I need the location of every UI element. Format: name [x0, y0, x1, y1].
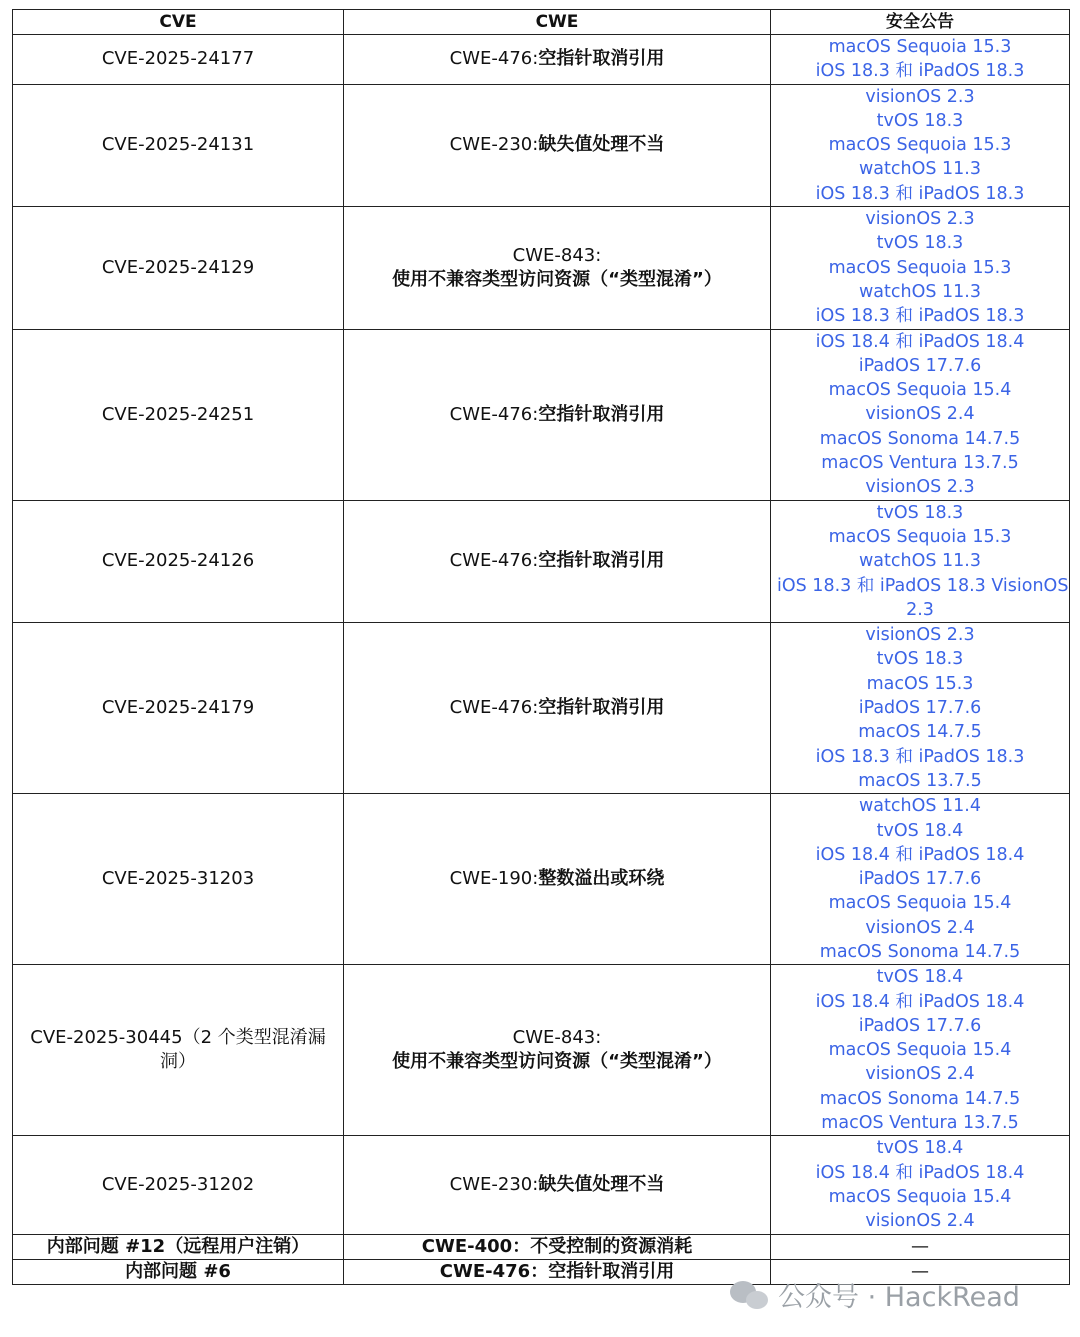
cwe-description: 空指针取消引用	[538, 697, 665, 719]
cwe-code: CWE-476:	[449, 403, 539, 425]
advisory-link[interactable]: visionOS 2.4	[865, 1064, 975, 1085]
table-row	[13, 965, 1070, 1136]
table-row	[13, 500, 1070, 622]
advisory-link[interactable]: macOS Ventura 13.7.5	[821, 453, 1019, 474]
advisory-link[interactable]: watchOS 11.3	[858, 159, 982, 180]
internal-issue-row	[13, 1234, 1070, 1259]
cwe-code: CWE-190:	[449, 868, 539, 890]
cve-id: CVE-2025-24177	[13, 35, 344, 85]
header-cve: CVE	[13, 10, 344, 35]
table-row	[13, 794, 1070, 965]
advisory-link[interactable]: tvOS 18.3	[876, 649, 964, 670]
cwe-description: 缺失值处理不当	[538, 1173, 665, 1195]
advisory-link[interactable]: macOS 14.7.5	[858, 722, 982, 743]
cve-id: CVE-2025-24126	[13, 500, 344, 622]
advisory-link[interactable]: iOS 18.3 和 iPadOS 18.3 VisionOS	[777, 575, 1069, 596]
cwe-cell: CWE-400：不受控制的资源消耗	[344, 1234, 771, 1259]
table-row	[13, 207, 1070, 329]
advisory-link[interactable]: iOS 18.4 和 iPadOS 18.4	[815, 844, 1025, 865]
cwe-cell	[344, 794, 771, 965]
table-row	[13, 35, 1070, 85]
header-cwe: CWE	[344, 10, 771, 35]
advisory-link[interactable]: visionOS 2.4	[865, 404, 975, 425]
advisory-link[interactable]: macOS Sequoia 15.3	[828, 37, 1012, 57]
cve-id: CVE-2025-31202	[13, 1136, 344, 1234]
advisory-link[interactable]: macOS Sequoia 15.3	[828, 135, 1012, 156]
table-row	[13, 1136, 1070, 1234]
wechat-icon	[730, 1279, 770, 1311]
advisory-link[interactable]: visionOS 2.3	[865, 209, 975, 230]
advisory-link[interactable]: iOS 18.3 和 iPadOS 18.3	[815, 61, 1025, 82]
advisory-cell	[771, 84, 1070, 206]
advisory-link[interactable]: tvOS 18.4	[876, 820, 964, 841]
advisory-link[interactable]: visionOS 2.4	[865, 917, 975, 938]
advisory-link[interactable]: macOS Sonoma 14.7.5	[819, 428, 1021, 449]
cwe-cell	[344, 84, 771, 206]
advisory-link[interactable]: macOS 15.3	[866, 673, 974, 694]
cut-off-text-strip	[14, 1328, 1064, 1337]
advisory-cell	[771, 623, 1070, 794]
advisory-link[interactable]: macOS Sequoia 15.4	[828, 380, 1012, 401]
advisory-link[interactable]: iOS 18.4 和 iPadOS 18.4	[815, 331, 1025, 352]
advisory-link[interactable]: tvOS 18.3	[876, 110, 964, 131]
cwe-description: 空指针取消引用	[538, 403, 665, 425]
cve-id: CVE-2025-24129	[13, 207, 344, 329]
cwe-code: CWE-230:	[449, 1173, 539, 1195]
advisory-link[interactable]: iPadOS 17.7.6	[858, 1015, 982, 1036]
advisory-cell: —	[771, 1259, 1070, 1284]
advisory-link[interactable]: macOS Sequoia 15.4	[828, 1040, 1012, 1061]
cwe-description: 缺失值处理不当	[538, 134, 665, 156]
internal-issue-id: 内部问题 #12（远程用户注销）	[13, 1234, 344, 1259]
cve-id: CVE-2025-30445（2 个类型混淆漏洞）	[13, 965, 344, 1136]
cwe-code: CWE-843:	[512, 1027, 602, 1049]
advisory-link[interactable]: macOS 13.7.5	[858, 770, 982, 791]
table-row	[13, 329, 1070, 500]
advisory-link[interactable]: watchOS 11.3	[858, 281, 982, 302]
table-row	[13, 84, 1070, 206]
advisory-link[interactable]: tvOS 18.3	[876, 502, 964, 523]
advisory-cell	[771, 329, 1070, 500]
advisory-link[interactable]: iPadOS 17.7.6	[858, 869, 982, 890]
cwe-code: CWE-843:	[512, 244, 602, 266]
cve-id: CVE-2025-24179	[13, 623, 344, 794]
advisory-link[interactable]: macOS Sequoia 15.4	[828, 893, 1012, 914]
cve-id: CVE-2025-24251	[13, 329, 344, 500]
advisory-link[interactable]: tvOS 18.4	[876, 1138, 964, 1159]
cwe-cell	[344, 500, 771, 622]
cwe-code: CWE-476:	[449, 550, 539, 572]
advisory-link[interactable]: iPadOS 17.7.6	[858, 698, 982, 719]
advisory-link[interactable]: 2.3	[906, 599, 934, 620]
advisory-link[interactable]: visionOS 2.4	[865, 1211, 975, 1232]
advisory-link[interactable]: macOS Sequoia 15.3	[828, 257, 1012, 278]
watermark-text: 公众号 · HackRead	[778, 1282, 1020, 1313]
cwe-description: 整数溢出或环绕	[538, 868, 665, 890]
cwe-code: CWE-476:	[449, 697, 539, 719]
cve-id: CVE-2025-31203	[13, 794, 344, 965]
cve-id: CVE-2025-24131	[13, 84, 344, 206]
advisory-link[interactable]: iOS 18.3 和 iPadOS 18.3	[815, 306, 1025, 327]
table-row	[13, 623, 1070, 794]
advisory-link[interactable]: visionOS 2.3	[865, 625, 975, 646]
advisory-cell	[771, 794, 1070, 965]
cwe-cell	[344, 35, 771, 85]
cwe-code: CWE-230:	[449, 134, 539, 156]
advisory-cell: —	[771, 1234, 1070, 1259]
advisory-link[interactable]: iOS 18.4 和 iPadOS 18.4	[815, 991, 1025, 1012]
advisory-cell	[771, 1136, 1070, 1234]
cwe-description: 使用不兼容类型访问资源（“类型混淆”）	[392, 1051, 722, 1073]
advisory-link[interactable]: iOS 18.4 和 iPadOS 18.4	[815, 1162, 1025, 1183]
header-advisory: 安全公告	[771, 10, 1070, 35]
advisory-link[interactable]: watchOS 11.4	[858, 796, 982, 817]
advisory-cell	[771, 965, 1070, 1136]
watermark	[730, 1275, 1020, 1314]
advisory-link[interactable]: macOS Sequoia 15.3	[828, 526, 1012, 547]
internal-issue-id: 内部问题 #6	[13, 1259, 344, 1284]
vulnerability-table	[12, 9, 1070, 1285]
advisory-cell	[771, 500, 1070, 622]
advisory-link[interactable]: visionOS 2.3	[865, 86, 975, 107]
advisory-cell	[771, 207, 1070, 329]
advisory-link[interactable]: tvOS 18.3	[876, 233, 964, 254]
advisory-link[interactable]: iOS 18.3 和 iPadOS 18.3	[815, 746, 1025, 767]
advisory-link[interactable]: macOS Ventura 13.7.5	[821, 1113, 1019, 1134]
cwe-cell	[344, 623, 771, 794]
advisory-link[interactable]: visionOS 2.3	[865, 477, 975, 498]
cwe-cell: CWE-476：空指针取消引用	[344, 1259, 771, 1284]
cwe-description: 空指针取消引用	[538, 550, 665, 572]
cwe-description: 使用不兼容类型访问资源（“类型混淆”）	[392, 268, 722, 290]
cwe-cell	[344, 329, 771, 500]
header-row	[13, 10, 1070, 35]
cwe-cell	[344, 965, 771, 1136]
advisory-link[interactable]: iOS 18.3 和 iPadOS 18.3	[815, 183, 1025, 204]
advisory-link[interactable]: tvOS 18.4	[876, 967, 964, 988]
cwe-cell	[344, 207, 771, 329]
advisory-link[interactable]: macOS Sonoma 14.7.5	[819, 1088, 1021, 1109]
cwe-cell	[344, 1136, 771, 1234]
advisory-link[interactable]: iPadOS 17.7.6	[858, 355, 982, 376]
advisory-link[interactable]: watchOS 11.3	[858, 551, 982, 572]
advisory-link[interactable]: macOS Sonoma 14.7.5	[819, 941, 1021, 962]
advisory-cell	[771, 35, 1070, 85]
advisory-link[interactable]: macOS Sequoia 15.4	[828, 1186, 1012, 1207]
cwe-code: CWE-476:	[449, 48, 539, 70]
cwe-description: 空指针取消引用	[538, 48, 665, 70]
